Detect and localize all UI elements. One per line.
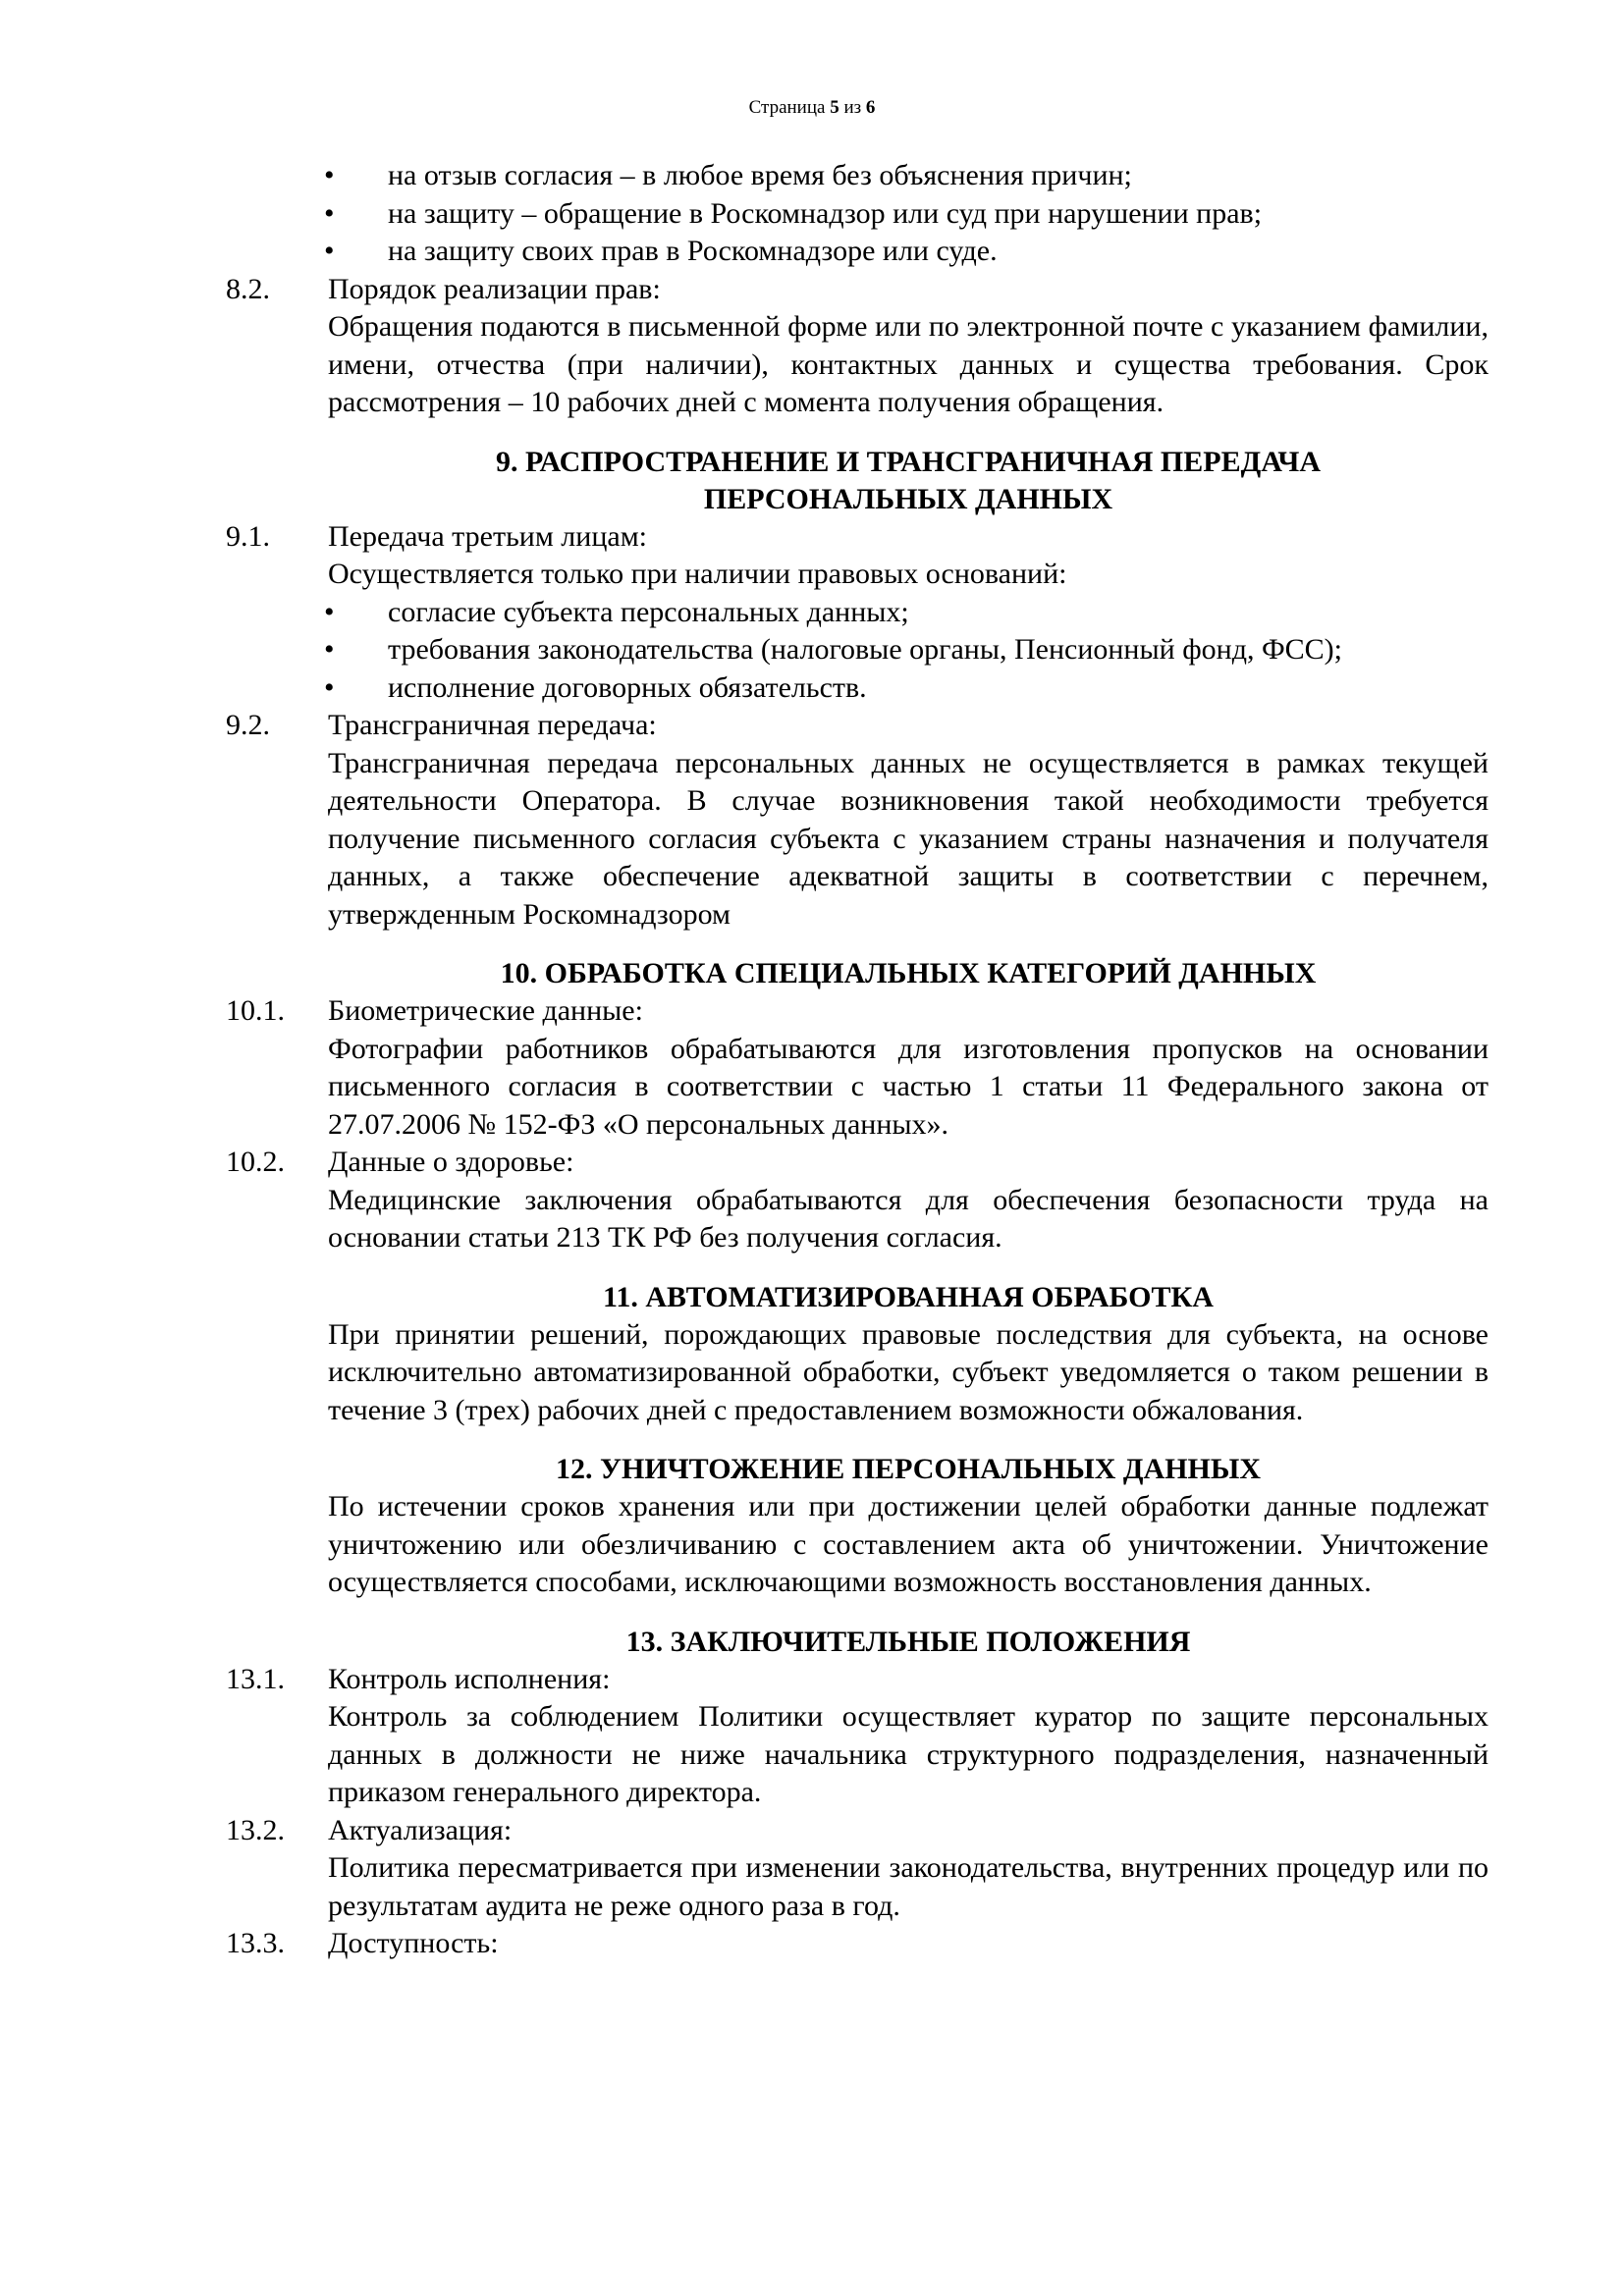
bullet-dot: • <box>324 633 335 666</box>
section-heading <box>226 1451 1489 1488</box>
paragraph: При принятии решений, порождающих правовые последствия для субъекта, на основе исключительно автоматизированной обработки, субъект уведомляется о таком решении в течение 3 (трех) рабочих дней с предоставлением возможности обжалования. <box>328 1317 1489 1426</box>
section-item <box>226 1144 1489 1182</box>
heading-line: 12. УНИЧТОЖЕНИЕ ПЕРСОНАЛЬНЫХ ДАННЫХ <box>555 1453 1262 1485</box>
section-item <box>226 271 1489 309</box>
item-label: Биометрические данные: <box>328 994 643 1027</box>
section-heading <box>226 955 1489 992</box>
heading-line: 11. АВТОМАТИЗИРОВАННАЯ ОБРАБОТКА <box>603 1280 1214 1313</box>
heading-line: ПЕРСОНАЛЬНЫХ ДАННЫХ <box>703 482 1113 515</box>
bullet-text: требования законодательства (налоговые органы, Пенсионный фонд, ФСС); <box>388 633 1342 666</box>
bullet-dot: • <box>324 670 335 704</box>
bullet-item <box>226 594 1489 632</box>
paragraph: Медицинские заключения обрабатываются для обеспечения безопасности труда на основании статьи 213 ТК РФ без получения согласия. <box>328 1183 1489 1254</box>
item-number: 13.2. <box>226 1813 285 1846</box>
item-number: 10.1. <box>226 994 285 1027</box>
bullet-dot: • <box>324 595 335 628</box>
item-label: Доступность: <box>328 1927 499 1959</box>
item-label: Данные о здоровье: <box>328 1146 574 1178</box>
item-number: 9.2. <box>226 709 270 741</box>
bullet-item <box>226 233 1489 271</box>
bullet-item <box>226 157 1489 195</box>
heading-line: 10. ОБРАБОТКА СПЕЦИАЛЬНЫХ КАТЕГОРИЙ ДАННЫХ <box>500 957 1317 989</box>
item-label: Порядок реализации прав: <box>328 272 661 305</box>
paragraph: Обращения подаются в письменной форме или по электронной почте с указанием фамилии, имени, отчества (при наличии), контактных данных и существа требования. Срок рассмотрения – 10 рабочих дней с момента получения обращения. <box>328 310 1489 418</box>
total-page-number: 6 <box>865 97 876 118</box>
current-page-number: 5 <box>830 97 839 118</box>
section-item <box>226 992 1489 1031</box>
section-item <box>226 1812 1489 1850</box>
paragraph: Фотографии работников обрабатываются для изготовления пропусков на основании письменного согласия в соответствии с частью 1 статьи 11 Федерального закона от 27.07.2006 № 152-ФЗ «О персональных данных». <box>328 1032 1489 1141</box>
paragraph: Трансграничная передача персональных данных не осуществляется в рамках текущей деятельности Оператора. В случае возникновения такой необходимости требуется получение письменного согласия субъекта с указанием страны назначения и получателя данных, а также обеспечение адекватной защиты в соответствии с перечнем, утвержденным Роскомнадзором <box>328 746 1489 931</box>
item-number: 10.2. <box>226 1146 285 1178</box>
bullet-text: на защиту – обращение в Роскомнадзор или суд при нарушении прав; <box>388 196 1263 230</box>
section-heading <box>226 1279 1489 1316</box>
paragraph: Осуществляется только при наличии правовых оснований: <box>328 558 1067 590</box>
bullet-dot: • <box>324 196 335 230</box>
item-label: Актуализация: <box>328 1813 513 1846</box>
bullet-item <box>226 631 1489 669</box>
bullet-text: согласие субъекта персональных данных; <box>388 595 909 628</box>
section-heading <box>226 1624 1489 1661</box>
paragraph: Контроль за соблюдением Политики осуществляет куратор по защите персональных данных в должности не ниже начальника структурного подразделения, назначенный приказом генерального директора. <box>328 1700 1489 1808</box>
bullet-item <box>226 669 1489 708</box>
item-number: 13.3. <box>226 1927 285 1959</box>
heading-line: 9. РАСПРОСТРАНЕНИЕ И ТРАНСГРАНИЧНАЯ ПЕРЕДАЧА <box>495 445 1322 478</box>
section-item <box>226 707 1489 745</box>
bullet-text: исполнение договорных обязательств. <box>388 670 867 704</box>
section-item <box>226 1661 1489 1699</box>
heading-line: 13. ЗАКЛЮЧИТЕЛЬНЫЕ ПОЛОЖЕНИЯ <box>625 1625 1191 1658</box>
item-label: Контроль исполнения: <box>328 1662 611 1695</box>
item-number: 8.2. <box>226 272 270 305</box>
item-number: 13.1. <box>226 1662 285 1695</box>
item-number: 9.1. <box>226 519 270 553</box>
paragraph: Политика пересматривается при изменении законодательства, внутренних процедур или по результатам аудита не реже одного раза в год. <box>328 1851 1489 1922</box>
bullet-text: на защиту своих прав в Роскомнадзоре или суде. <box>388 235 998 267</box>
item-label: Трансграничная передача: <box>328 709 657 741</box>
item-label: Передача третьим лицам: <box>328 519 648 553</box>
section-item <box>226 1925 1489 1963</box>
document-body <box>226 157 1489 1963</box>
page-label: Страница <box>748 97 826 118</box>
paragraph: По истечении сроков хранения или при достижении целей обработки данные подлежат уничтожению или обезличиванию с составлением акта об уничтожении. Уничтожение осуществляется способами, исключающими возможность восстановления данных. <box>328 1490 1489 1598</box>
bullet-dot: • <box>324 235 335 267</box>
page-header <box>0 96 1624 120</box>
section-item <box>226 518 1489 557</box>
bullet-dot: • <box>324 159 335 191</box>
section-heading <box>226 444 1489 518</box>
bullet-item <box>226 195 1489 234</box>
bullet-text: на отзыв согласия – в любое время без объяснения причин; <box>388 159 1132 191</box>
page-sep: из <box>843 97 862 118</box>
